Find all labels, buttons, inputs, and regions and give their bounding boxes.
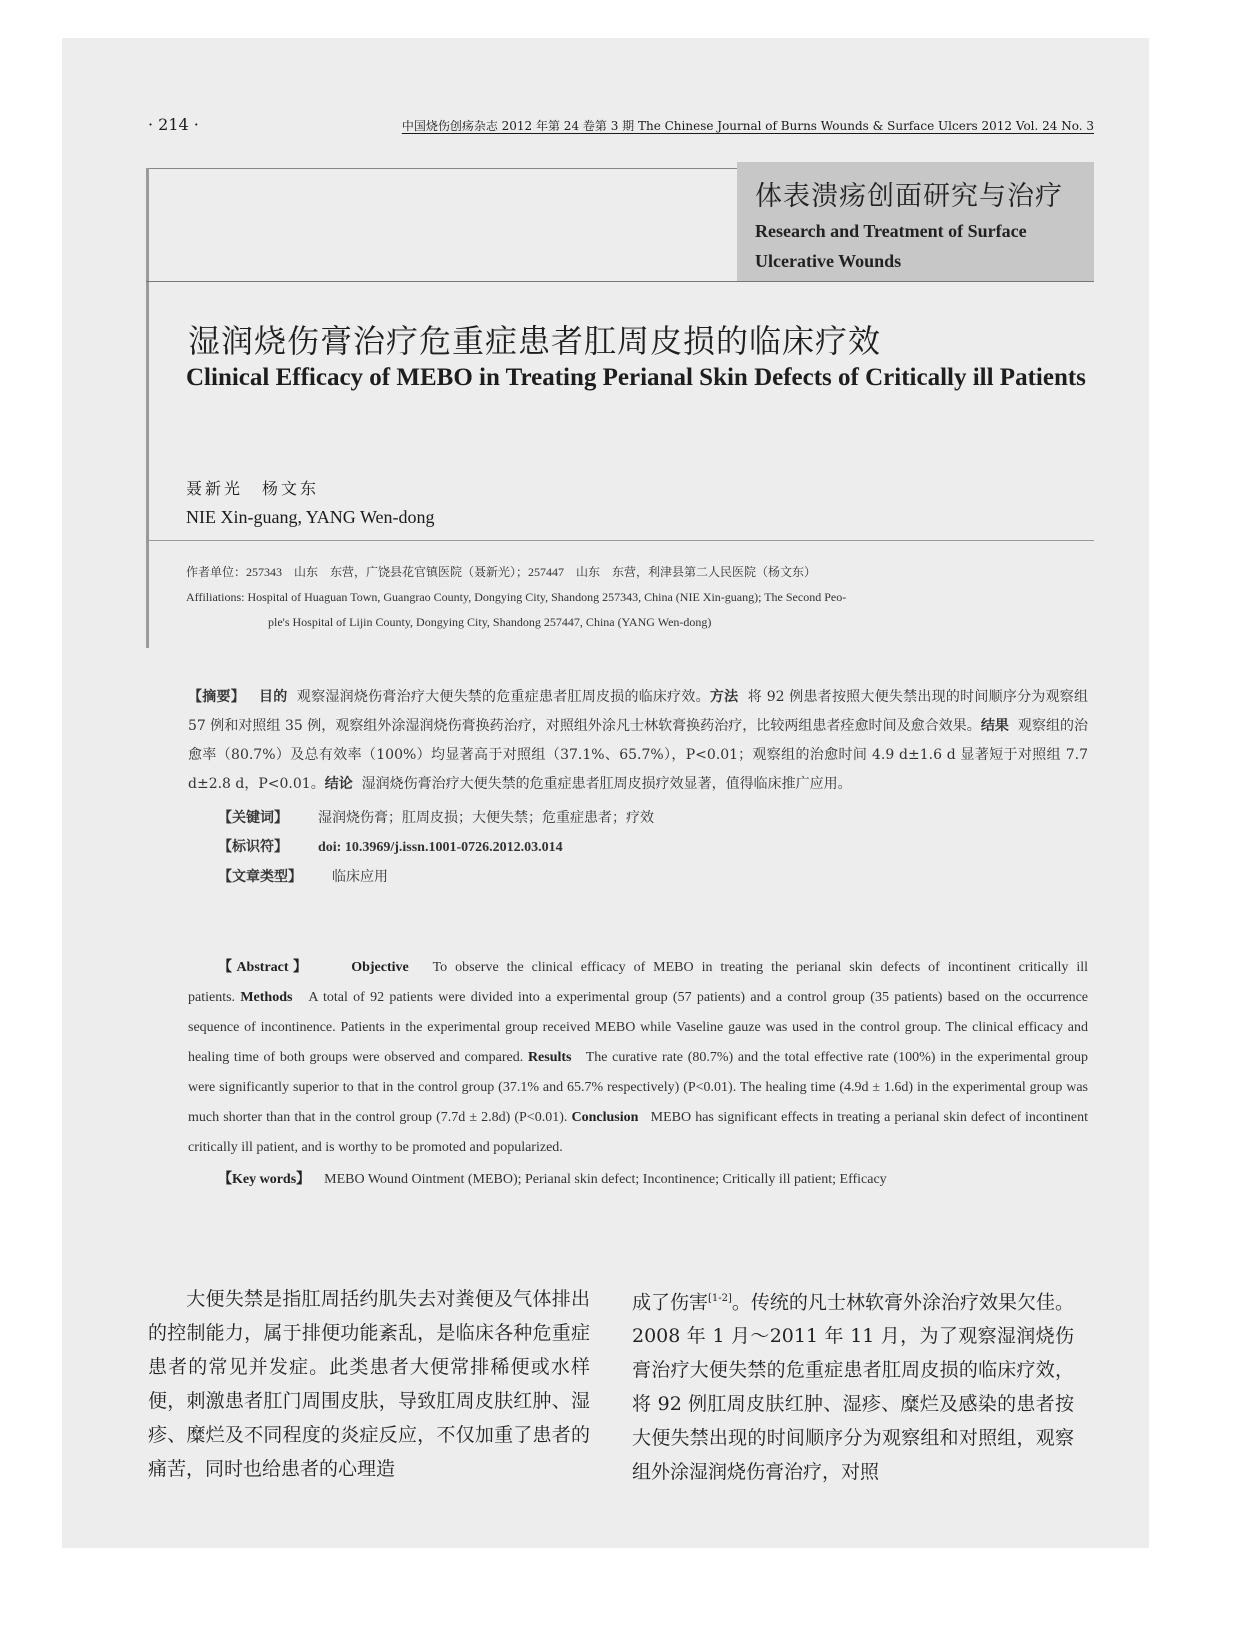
identifier-row (218, 836, 1088, 856)
body-column-right (632, 1282, 1074, 1489)
abstract-en-label: 【Abstract】 (218, 960, 312, 975)
affiliations (186, 560, 1086, 635)
authors-rule (146, 540, 1094, 541)
affiliation-cn: 作者单位：257343 山东 东营，广饶县花官镇医院（聂新光）；257447 山东 东营，利津县第二人民医院（杨文东） (186, 565, 817, 579)
keywords-en-label: 【Key words】 (218, 1172, 311, 1187)
methods-label-en: Methods (240, 990, 293, 1005)
article-type-row (218, 866, 1088, 886)
results-text-en: The curative rate (80.7%) and the total effective rate (100%) in the experimental group were significantly superior to that in the control group (37.1% and 65.7% respectively) (P<0.01). The healing time (4.9d ± 1.6d) in the experimental group was much shorter than that in the control group (7.7d ± 2.8d) (P<0.01). (188, 1050, 1089, 1125)
section-title-cn: 体表溃疡创面研究与治疗 (755, 181, 1063, 212)
authors-cn: 聂新光 杨文东 (186, 479, 320, 498)
article-title-en: Clinical Efficacy of MEBO in Treating Perianal Skin Defects of Critically ill Patients (186, 364, 1086, 391)
frame-rule-left (146, 168, 149, 648)
keywords-en-row (188, 1165, 1088, 1195)
results-text-cn: 观察组的治愈率（80.7%）及总有效率（100%）均显著高于对照组（37.1%、65.7%），P<0.01；观察组的治愈时间 4.9 d±1.6 d 显著短于对照组 7.7 d±2.8 d，P<0.01。 (188, 718, 1089, 792)
authors-en: NIE Xin-guang, YANG Wen-dong (186, 507, 435, 527)
running-header (148, 115, 1094, 134)
body-left-text: 大便失禁是指肛周括约肌失去对粪便及气体排出的控制能力，属于排便功能紊乱，是临床各种危重症患者的常见并发症。此类患者大便常排稀便或水样便，刺激患者肛门周围皮肤，导致肛周皮肤红肿、湿疹、糜烂及不同程度的炎症反应，不仅加重了患者的痛苦，同时也给患者的心理造 (148, 1288, 590, 1480)
body-column-left (148, 1282, 590, 1486)
article-title-cn: 湿润烧伤膏治疗危重症患者肛周皮损的临床疗效 (188, 322, 882, 360)
citation-marker: [1-2] (708, 1293, 732, 1304)
frame-rule-middle (146, 281, 1094, 282)
abstract-en (188, 953, 1088, 1195)
keywords-cn-row (218, 807, 1088, 827)
results-label-cn: 结果 (980, 718, 1009, 734)
body-right-text-1: 成了伤害 (632, 1291, 709, 1314)
conclusion-label-cn: 结论 (324, 776, 353, 792)
objective-label-en: Objective (351, 960, 409, 975)
keywords-cn-label: 【关键词】 (218, 810, 288, 826)
results-label-en: Results (527, 1050, 572, 1065)
conclusion-text-cn: 湿润烧伤膏治疗大便失禁的危重症患者肛周皮损疗效显著，值得临床推广应用。 (361, 776, 852, 792)
body-right-text-2: 。传统的凡士林软膏外涂治疗效果欠佳。2008 年 1 月～2011 年 11 月，为了观察湿润烧伤膏治疗大便失禁的危重症患者肛周皮损的临床疗效，将 92 例肛周皮肤红肿、湿疹、糜烂及感染的患者按大便失禁出现的时间顺序分为观察组和对照组，观察组外涂湿润烧伤膏治疗，对照 (632, 1291, 1074, 1484)
methods-label-cn: 方法 (709, 689, 739, 705)
methods-text-en: A total of 92 patients were divided into a experimental group (57 patients) and a control group (35 patients) based on the occurrence sequence of incontinence. Patients in the experimental group received MEBO while Vaseline gauze was used in the control group. The clinical efficacy and healing time of both groups were observed and compared. (188, 990, 1089, 1065)
doi-text: doi: 10.3969/j.issn.1001-0726.2012.03.014 (318, 840, 563, 855)
abstract-cn (188, 683, 1088, 799)
running-title: 中国烧伤创疡杂志 2012 年第 24 卷第 3 期 The Chinese Journal of Burns Wounds & Surface Ulcers 2012 Vol. 24 No. 3 (401, 119, 1094, 133)
abstract-cn-label: 【摘要】 (188, 689, 245, 705)
conclusion-label-en: Conclusion (571, 1110, 639, 1125)
affiliation-en-line1: Affiliations: Hospital of Huaguan Town, Guangrao County, Dongying City, Shandong 257343, China (NIE Xin-guang); The Second Peo- (186, 590, 847, 604)
frame-rule-top (146, 168, 737, 169)
objective-text-cn: 观察湿润烧伤膏治疗大便失禁的危重症患者肛周皮损的临床疗效。 (296, 689, 710, 705)
identifier-label: 【标识符】 (218, 839, 288, 855)
section-title-en: Research and Treatment of Surface Ulcerative Wounds (755, 221, 1027, 271)
keywords-en: MEBO Wound Ointment (MEBO); Perianal skin defect; Incontinence; Critically ill patient; Efficacy (324, 1172, 887, 1187)
article-type: 临床应用 (332, 869, 388, 885)
objective-text-en: To observe the clinical efficacy of MEBO in treating the perianal skin defects of incontinent critically ill patients. (188, 960, 1089, 1005)
affiliation-en-line2: ple's Hospital of Lijin County, Dongying City, Shandong 257447, China (YANG Wen-dong) (268, 615, 712, 629)
conclusion-text-en: MEBO has significant effects in treating a perianal skin defect of incontinent critically ill patient, and is worthy to be promoted and popularized. (188, 1110, 1089, 1155)
methods-text-cn: 将 92 例患者按照大便失禁出现的时间顺序分为观察组 57 例和对照组 35 例，观察组外涂湿润烧伤膏换药治疗，对照组外涂凡士林软膏换药治疗，比较两组患者痊愈时间及愈合效果。 (188, 689, 1089, 734)
page-number: · 214 · (148, 115, 199, 134)
article-type-label: 【文章类型】 (218, 869, 302, 885)
keywords-cn: 湿润烧伤膏；肛周皮损；大便失禁；危重症患者；疗效 (318, 810, 654, 826)
objective-label-cn: 目的 (259, 689, 288, 705)
